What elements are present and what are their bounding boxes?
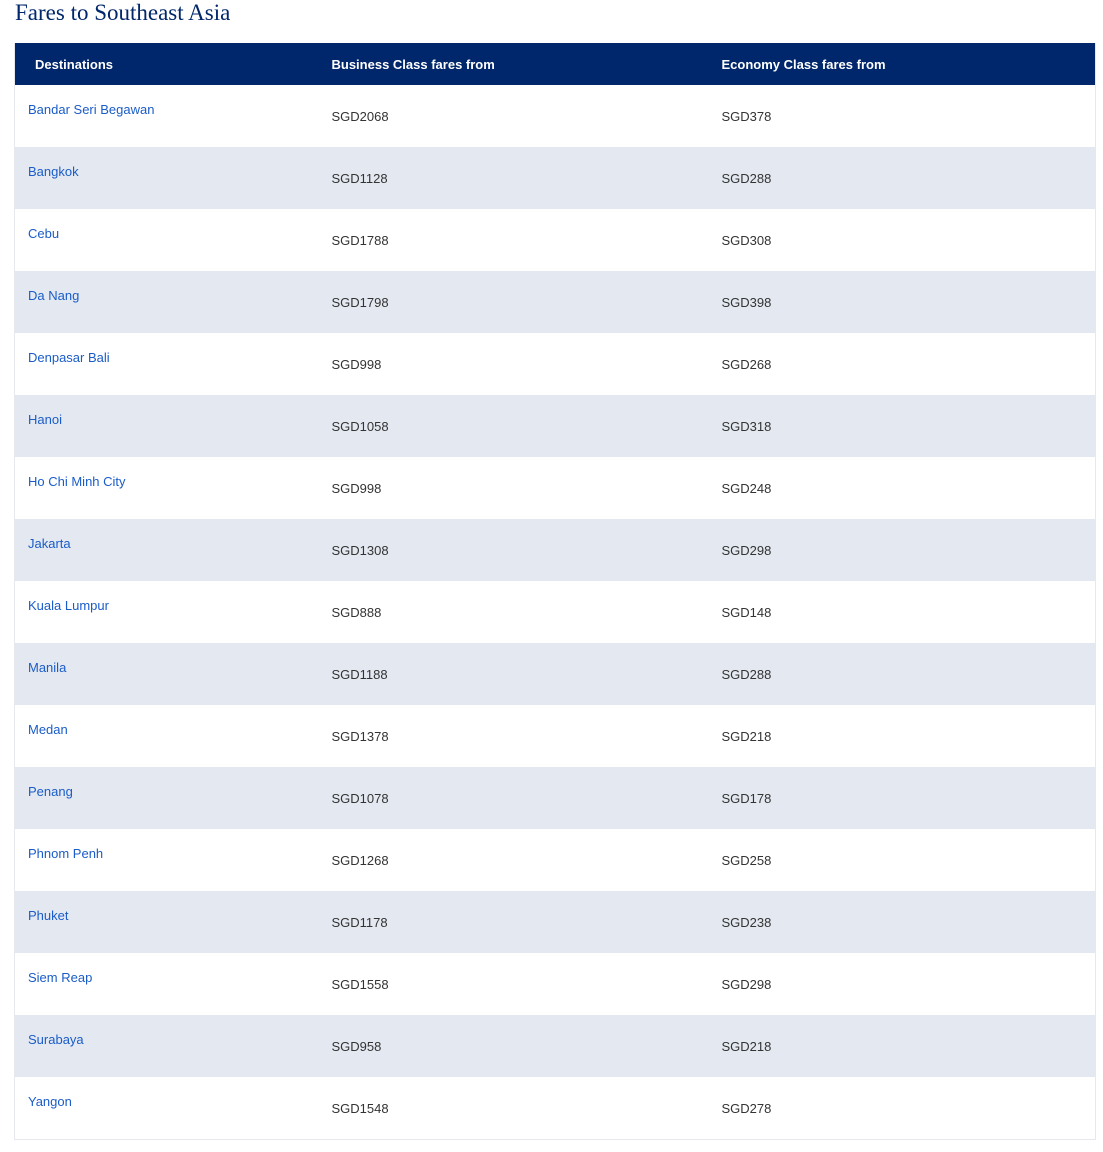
economy-fare-cell: SGD288: [722, 643, 1096, 705]
economy-fare-cell: SGD148: [721, 605, 772, 620]
business-fare-cell: SGD1268: [331, 853, 389, 868]
header-business-fares: Business Class fares from: [332, 43, 722, 85]
page-title: Fares to Southeast Asia: [15, 0, 231, 25]
destination-link[interactable]: Bangkok: [28, 164, 79, 179]
destination-link[interactable]: Yangon: [28, 1094, 72, 1109]
business-fare-cell: SGD1798: [332, 271, 722, 333]
destination-link[interactable]: Bandar Seri Begawan: [28, 102, 155, 117]
destination-cell: [15, 953, 332, 1015]
destination-cell: [15, 829, 332, 891]
business-fare-cell: SGD1058: [332, 395, 722, 457]
economy-fare-cell: SGD218: [722, 1015, 1096, 1077]
destination-cell: [15, 767, 332, 829]
table-row: [15, 891, 1096, 953]
business-fare-cell: SGD1378: [331, 729, 389, 744]
destination-cell: [15, 705, 332, 767]
table-row: [15, 271, 1096, 333]
destination-cell: [15, 209, 332, 271]
economy-fare-cell: SGD268: [721, 357, 772, 372]
destination-cell: [15, 457, 332, 519]
economy-fare-cell: SGD278: [721, 1101, 772, 1116]
destination-link[interactable]: Cebu: [28, 226, 60, 241]
business-fare-cell: SGD1548: [331, 1101, 389, 1116]
destination-link[interactable]: Penang: [28, 784, 73, 799]
header-destinations: Destinations: [15, 43, 332, 85]
destination-link[interactable]: Denpasar Bali: [28, 350, 110, 365]
destination-cell: [15, 643, 332, 705]
table-row: [15, 953, 1096, 1015]
destination-link[interactable]: Siem Reap: [28, 970, 93, 985]
table-row: [15, 1015, 1096, 1077]
destination-cell: [15, 395, 332, 457]
destination-link[interactable]: Ho Chi Minh City: [28, 474, 126, 489]
destination-link[interactable]: Da Nang: [28, 288, 80, 303]
table-body: [15, 85, 1096, 1139]
business-fare-cell: SGD1788: [331, 233, 389, 248]
table-row: [15, 581, 1096, 643]
destination-cell: [15, 147, 332, 209]
business-fare-cell: SGD888: [331, 605, 382, 620]
destination-link[interactable]: Phuket: [28, 908, 69, 923]
fares-table: [14, 43, 1096, 1140]
table-row: [15, 457, 1096, 519]
destination-cell: [15, 333, 332, 395]
destination-link[interactable]: Jakarta: [28, 536, 71, 551]
destination-cell: [15, 581, 332, 643]
destination-cell: [15, 519, 332, 581]
table-row: [15, 395, 1096, 457]
table-row: [15, 519, 1096, 581]
table-row: [15, 705, 1096, 767]
destination-link[interactable]: Manila: [28, 660, 67, 675]
economy-fare-cell: SGD398: [722, 271, 1096, 333]
business-fare-cell: SGD1128: [332, 147, 722, 209]
business-fare-cell: SGD1558: [331, 977, 389, 992]
destination-link[interactable]: Hanoi: [28, 412, 62, 427]
header-economy-fares: Economy Class fares from: [722, 43, 1096, 85]
business-fare-cell: SGD1188: [332, 643, 722, 705]
destination-link[interactable]: Surabaya: [28, 1032, 84, 1047]
economy-fare-cell: SGD298: [722, 519, 1096, 581]
economy-fare-cell: SGD178: [722, 767, 1096, 829]
destination-link[interactable]: Phnom Penh: [28, 846, 104, 861]
economy-fare-cell: SGD258: [721, 853, 772, 868]
economy-fare-cell: SGD378: [721, 109, 772, 124]
business-fare-cell: SGD998: [331, 357, 382, 372]
destination-cell: [15, 271, 332, 333]
table-row: [15, 85, 1096, 147]
table-row: [15, 643, 1096, 705]
economy-fare-cell: SGD238: [722, 891, 1096, 953]
business-fare-cell: SGD2068: [331, 109, 389, 124]
table-row: [15, 829, 1096, 891]
table-header: [15, 43, 1096, 85]
economy-fare-cell: SGD318: [722, 395, 1096, 457]
destination-cell: [15, 891, 332, 953]
economy-fare-cell: SGD298: [721, 977, 772, 992]
business-fare-cell: SGD1308: [332, 519, 722, 581]
table-row: [15, 333, 1096, 395]
business-fare-cell: SGD1078: [332, 767, 722, 829]
business-fare-cell: SGD1178: [332, 891, 722, 953]
destination-link[interactable]: Medan: [28, 722, 68, 737]
economy-fare-cell: SGD308: [721, 233, 772, 248]
table-row: [15, 147, 1096, 209]
economy-fare-cell: SGD248: [721, 481, 772, 496]
destination-cell: [15, 1015, 332, 1077]
business-fare-cell: SGD958: [332, 1015, 722, 1077]
destination-cell: [15, 1077, 332, 1139]
header-row: [15, 43, 1096, 85]
destination-link[interactable]: Kuala Lumpur: [28, 598, 109, 613]
table-row: [15, 1077, 1096, 1139]
table-row: [15, 209, 1096, 271]
economy-fare-cell: SGD288: [722, 147, 1096, 209]
table-row: [15, 767, 1096, 829]
business-fare-cell: SGD998: [331, 481, 382, 496]
destination-cell: [15, 85, 332, 147]
economy-fare-cell: SGD218: [721, 729, 772, 744]
